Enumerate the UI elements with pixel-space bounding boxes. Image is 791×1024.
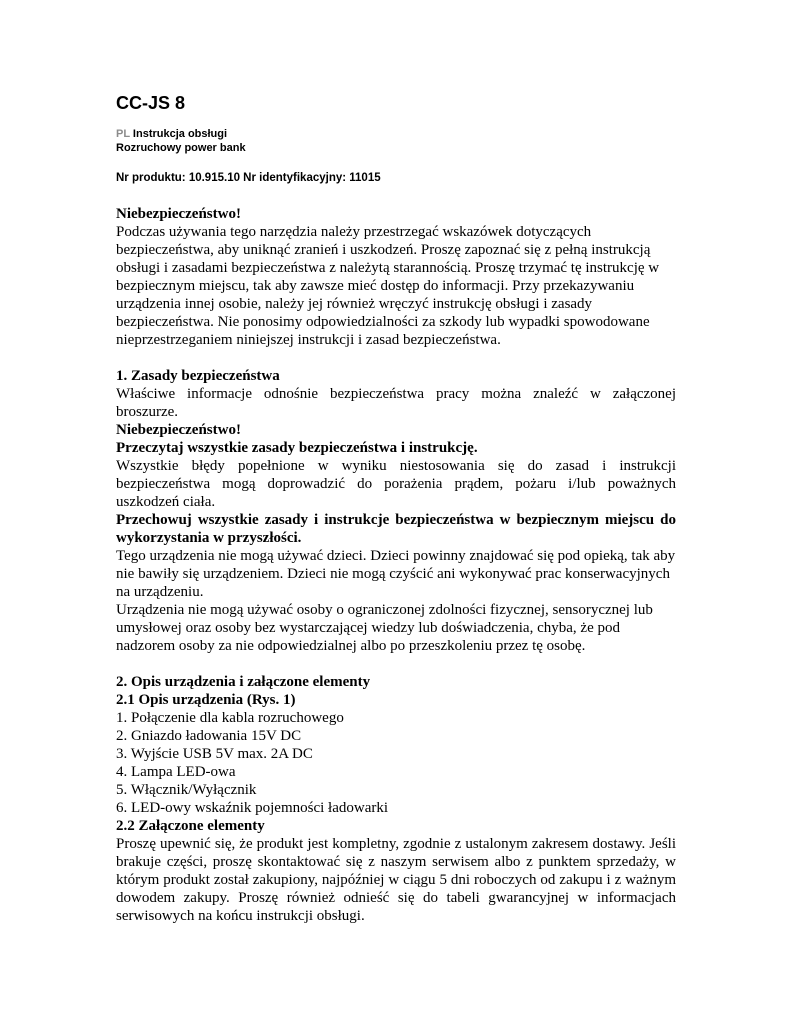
keep-safe-notice: Przechowuj wszystkie zasady i instrukcje bezpieczeństwa w bezpiecznym miejscu do wykorzystania w przyszłości. <box>116 512 676 546</box>
section-description <box>116 673 676 925</box>
list-item: 3. Wyjście USB 5V max. 2A DC <box>116 746 313 762</box>
section-2-2-heading: 2.2 Załączone elementy <box>116 818 265 834</box>
manual-title-line <box>116 127 676 141</box>
limited-ability-text: Urządzenia nie mogą używać osoby o ograniczonej zdolności fizycznej, sensorycznej lub umysłowej oraz osoby bez wystarczającej wiedzy lub doświadczenia, chyba, że pod nadzorem osoby za nie odpowiedzialnej albo po przeszkoleniu przez tę osobę. <box>116 602 653 654</box>
list-item: 2. Gniazdo ładowania 15V DC <box>116 728 302 744</box>
document-content <box>116 92 676 925</box>
section-2-1-heading: 2.1 Opis urządzenia (Rys. 1) <box>116 692 296 708</box>
safety-intro: Właściwe informacje odnośnie bezpieczeństwa pracy można znaleźć w załączonej broszurze. <box>116 386 676 420</box>
product-numbers: Nr produktu: 10.915.10 Nr identyfikacyjny: 11015 <box>116 172 381 184</box>
danger-heading: Niebezpieczeństwo! <box>116 422 241 438</box>
manual-title: Instrukcja obsługi <box>132 128 228 140</box>
section-safety <box>116 367 676 655</box>
section-1-heading: 1. Zasady bezpieczeństwa <box>116 368 280 384</box>
manual-header <box>116 127 676 155</box>
language-code: PL <box>116 128 130 140</box>
children-text: Tego urządzenia nie mogą używać dzieci. Dzieci powinny znajdować się pod opieką, tak aby nie bawiły się urządzeniem. Dzieci nie mogą czyścić ani wykonywać prac konserwacyjnych na urządzeniu. <box>116 548 676 600</box>
warning-heading: Niebezpieczeństwo! <box>116 206 241 222</box>
document-title: CC-JS 8 <box>116 93 186 113</box>
list-item: 5. Włącznik/Wyłącznik <box>116 782 257 798</box>
list-item: 6. LED-owy wskaźnik pojemności ładowarki <box>116 800 389 816</box>
section-2-heading: 2. Opis urządzenia i załączone elementy <box>116 674 371 690</box>
list-item: 1. Połączenie dla kabla rozruchowego <box>116 710 344 726</box>
product-type: Rozruchowy power bank <box>116 142 246 154</box>
read-all-notice: Przeczytaj wszystkie zasady bezpieczeństwa i instrukcję. <box>116 440 478 456</box>
component-list <box>116 709 676 817</box>
warning-text: Podczas używania tego narzędzia należy przestrzegać wskazówek dotyczących bezpieczeństwa, aby uniknąć zranień i uszkodzeń. Proszę zapoznać się z pełną instrukcją obsługi i zasadami bezpieczeństwa z należytą starannością. Proszę trzymać tę instrukcję w bezpiecznym miejscu, tak aby zawsze mieć dostęp do informacji. Przy przekazywaniu urządzenia innej osobie, należy jej również wręczyć instrukcję obsługi i zasady bezpieczeństwa. Nie ponosimy odpowiedzialności za szkody lub wypadki spowodowane nieprzestrzeganiem niniejszej instrukcji i zasad bezpieczeństwa. <box>116 224 660 348</box>
warning-section <box>116 205 676 349</box>
list-item: 4. Lampa LED-owa <box>116 764 236 780</box>
errors-text: Wszystkie błędy popełnione w wyniku niestosowania się do zasad i instrukcji bezpieczeństwa mogą doprowadzić do porażenia prądem, pożaru i/lub poważnych uszkodzeń ciała. <box>116 458 676 510</box>
included-items-text: Proszę upewnić się, że produkt jest kompletny, zgodnie z ustalonym zakresem dostawy. Jeśli brakuje części, proszę skontaktować się z naszym serwisem albo z punktem sprzedaży, w którym produkt został zakupiony, najpóźniej w ciągu 5 dni roboczych od zakupu i z ważnym dowodem zakupy. Proszę również odnieść się do tabeli gwarancyjnej w informacjach serwisowych na końcu instrukcji obsługi. <box>116 836 676 924</box>
